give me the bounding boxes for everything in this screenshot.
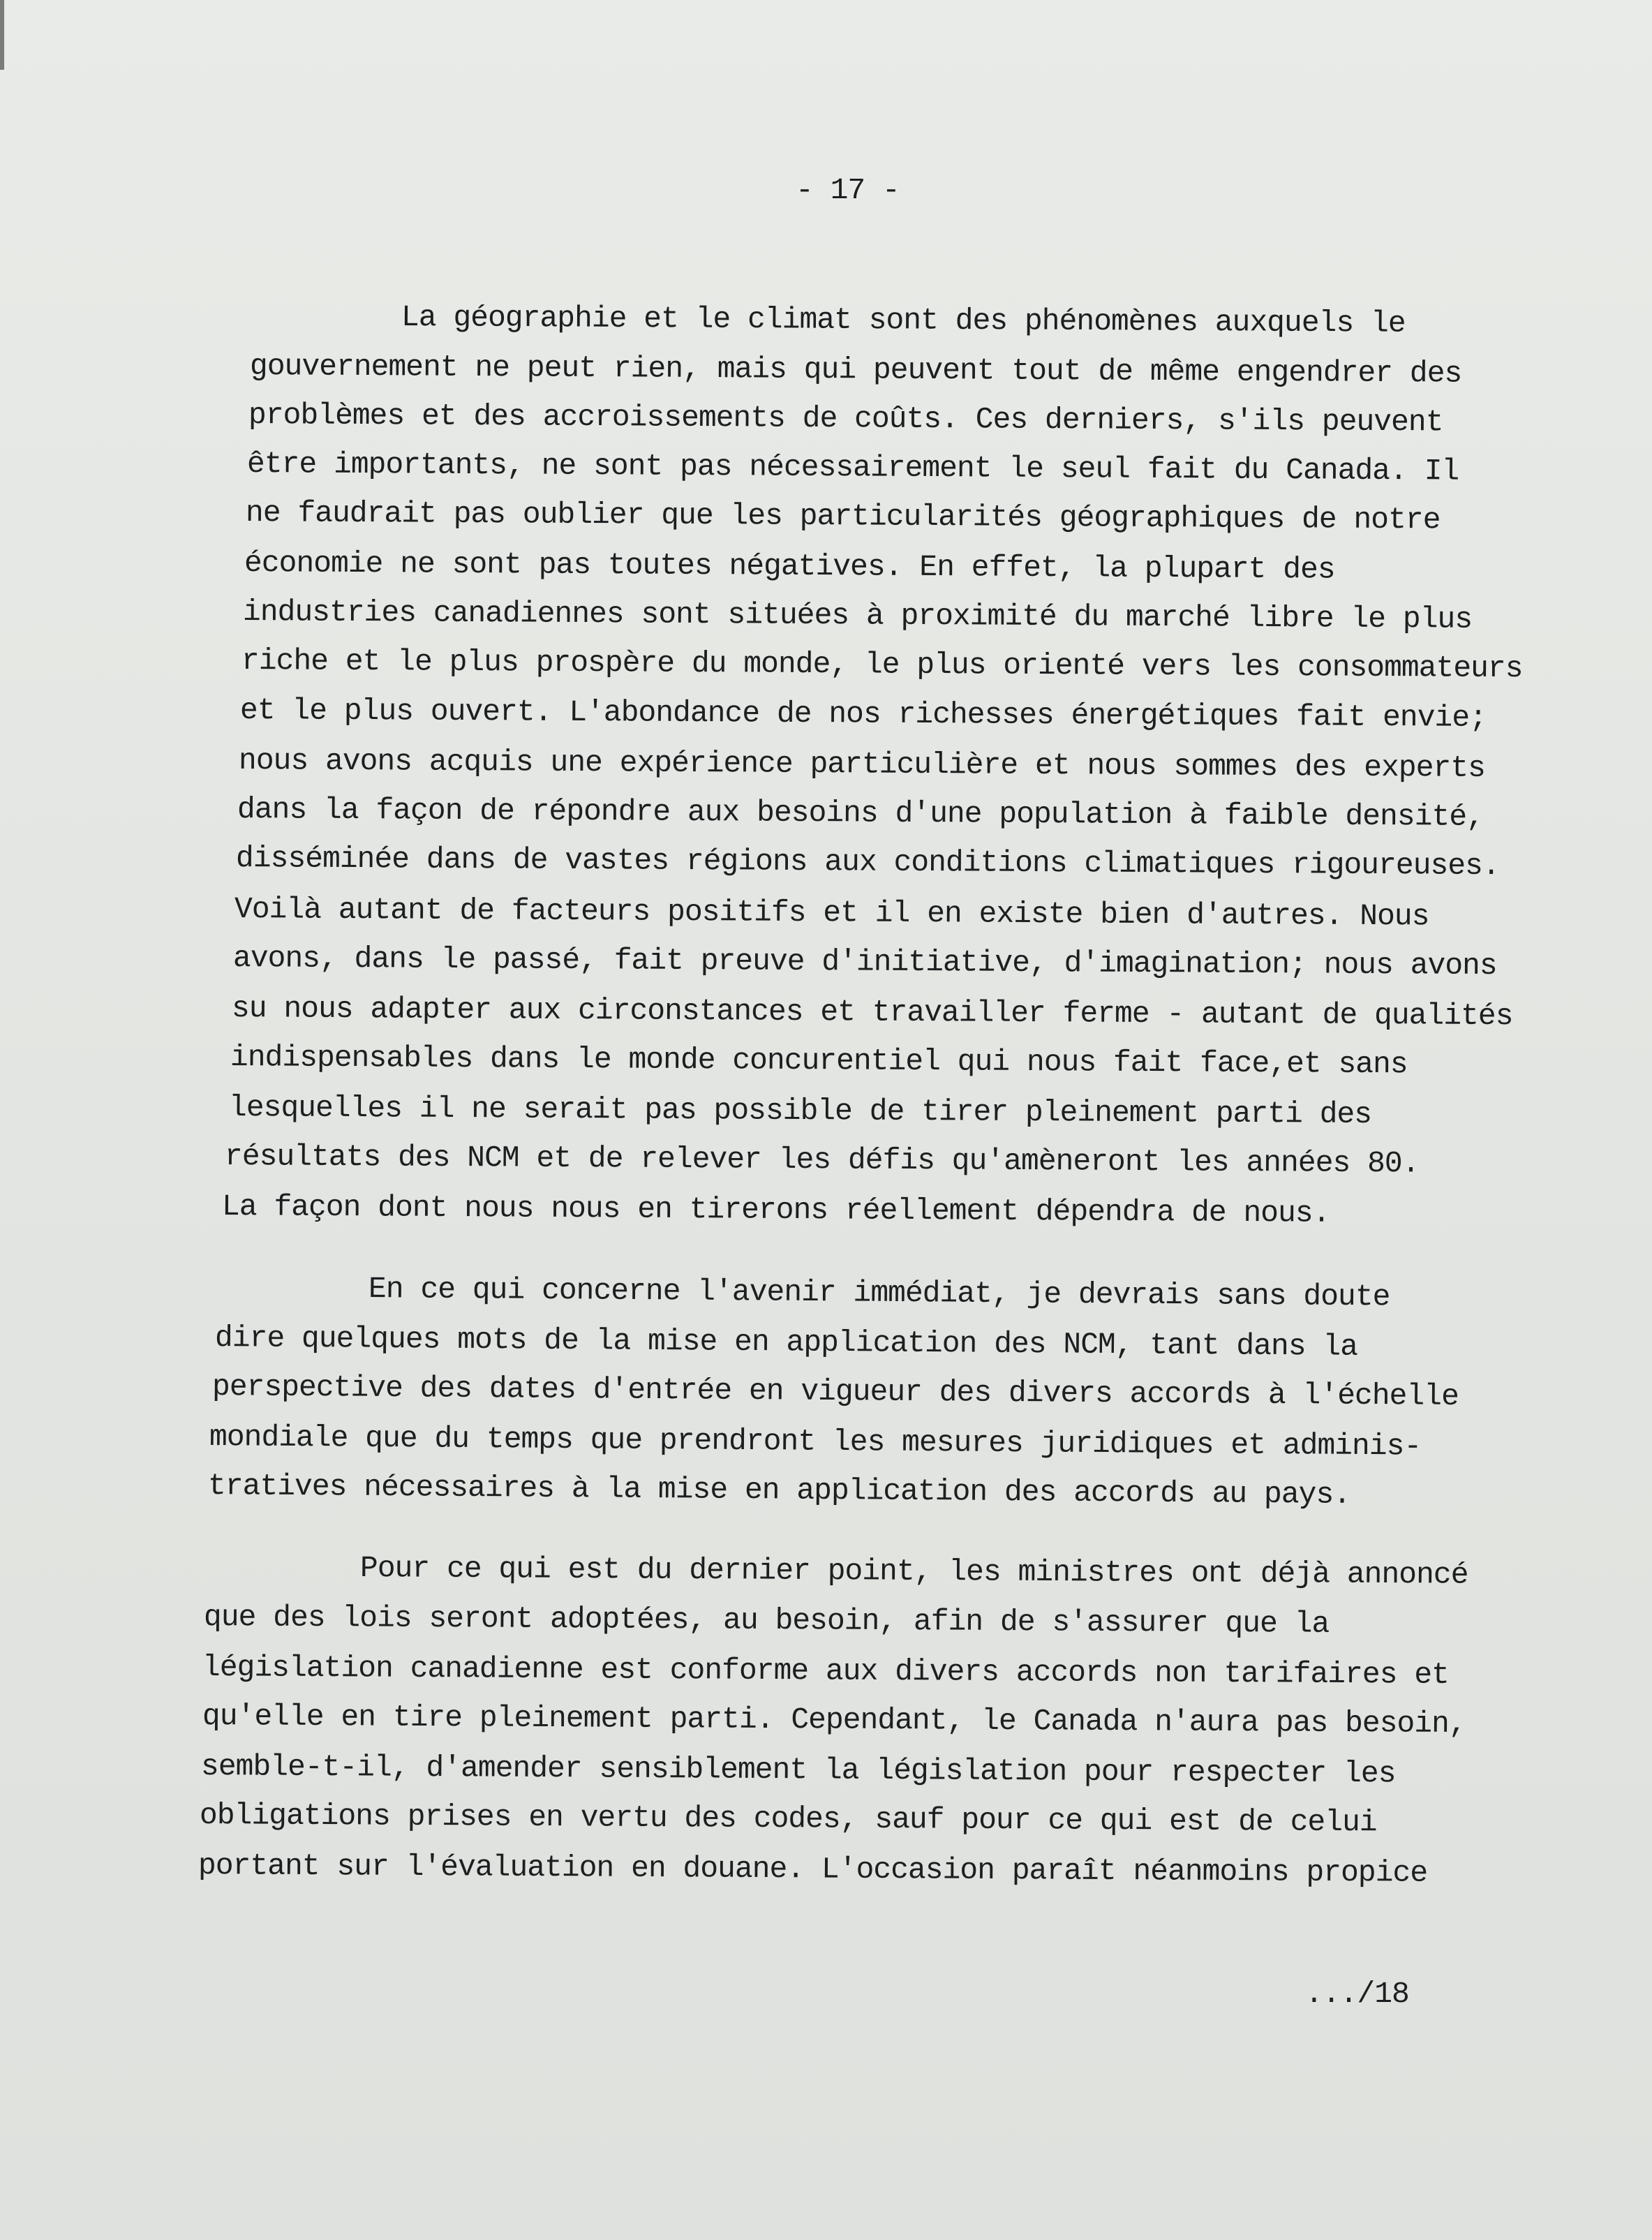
paragraph-line: La façon dont nous nous en tirerons réellement dépendra de nous. [221, 1189, 1330, 1231]
paragraph-line: tratives nécessaires à la mise en application des accords au pays. [207, 1469, 1351, 1512]
paragraph-line: su nous adapter aux circonstances et travailler ferme - autant de qualités [231, 991, 1513, 1034]
paragraph-line: gouvernement ne peut rien, mais qui peuvent tout de même engendrer des [249, 349, 1462, 391]
paragraph-line: qu'elle en tire pleinement parti. Cependant, le Canada n'aura pas besoin, [202, 1699, 1466, 1742]
paragraph-line: Voilà autant de facteurs positifs et il en existe bien d'autres. Nous [234, 892, 1429, 934]
paragraph-line: nous avons acquis une expérience particulière et nous sommes des experts [238, 743, 1486, 785]
paragraph-line: semble-t-il, d'amender sensiblement la législation pour respecter les [200, 1749, 1396, 1791]
page-edge-shadow [0, 0, 4, 70]
paragraph-line: législation canadienne est conforme aux divers accords non tarifaires et [202, 1650, 1450, 1692]
paragraph-line: ne faudrait pas oublier que les particularités géographiques de notre [245, 496, 1441, 537]
paragraph-line: industries canadiennes sont situées à proximité du marché libre le plus [242, 595, 1473, 637]
paragraph-line: perspective des dates d'entrée en vigueur des divers accords à l'échelle [211, 1370, 1459, 1414]
paragraph-line: portant sur l'évaluation en douane. L'occasion paraît néanmoins propice [198, 1848, 1428, 1890]
page-number: - 17 - [796, 173, 900, 207]
paragraph-line: avons, dans le passé, fait preuve d'initiative, d'imagination; nous avons [232, 941, 1497, 984]
paragraph-line: dire quelques mots de la mise en application des NCM, tant dans la [214, 1321, 1358, 1364]
paragraph-line: En ce qui concerne l'avenir immédiat, je devrais sans doute [368, 1272, 1390, 1314]
paragraph-line: économie ne sont pas toutes négatives. En effet, la plupart des [244, 546, 1335, 587]
paragraph-line: résultats des NCM et de relever les défis qu'amèneront les années 80. [224, 1139, 1420, 1181]
paragraph-line: Pour ce qui est du dernier point, les ministres ont déjà annoncé [359, 1551, 1468, 1592]
paragraph-line: disséminée dans de vastes régions aux conditions climatiques rigoureuses. [235, 841, 1500, 884]
paragraph-line: mondiale que du temps que prendront les mesures juridiques et adminis- [209, 1420, 1422, 1464]
paragraph-line: La géographie et le climat sont des phénomènes auxquels le [401, 300, 1406, 341]
paragraph-line: et le plus ouvert. L'abondance de nos richesses énergétiques fait envie; [239, 693, 1487, 735]
paragraph-line: être importants, ne sont pas nécessairement le seul fait du Canada. Il [246, 447, 1459, 489]
paragraph-line: riche et le plus prospère du monde, le plus orienté vers les consommateurs [241, 644, 1523, 686]
continuation-marker: .../18 [1305, 1977, 1409, 2011]
paragraph-line: problèmes et des accroissements de coûts. Ces derniers, s'ils peuvent [248, 398, 1443, 440]
paragraph-line: lesquelles il ne serait pas possible de tirer pleinement parti des [228, 1090, 1372, 1132]
paragraph-line: obligations prises en vertu des codes, sauf pour ce qui est de celui [199, 1798, 1377, 1840]
paragraph-line: indispensables dans le monde concurentiel qui nous fait face,et sans [230, 1040, 1408, 1082]
paragraph-line: que des lois seront adoptées, au besoin, afin de s'assurer que la [203, 1600, 1330, 1641]
paragraph-line: dans la façon de répondre aux besoins d'une population à faible densité, [237, 792, 1484, 834]
